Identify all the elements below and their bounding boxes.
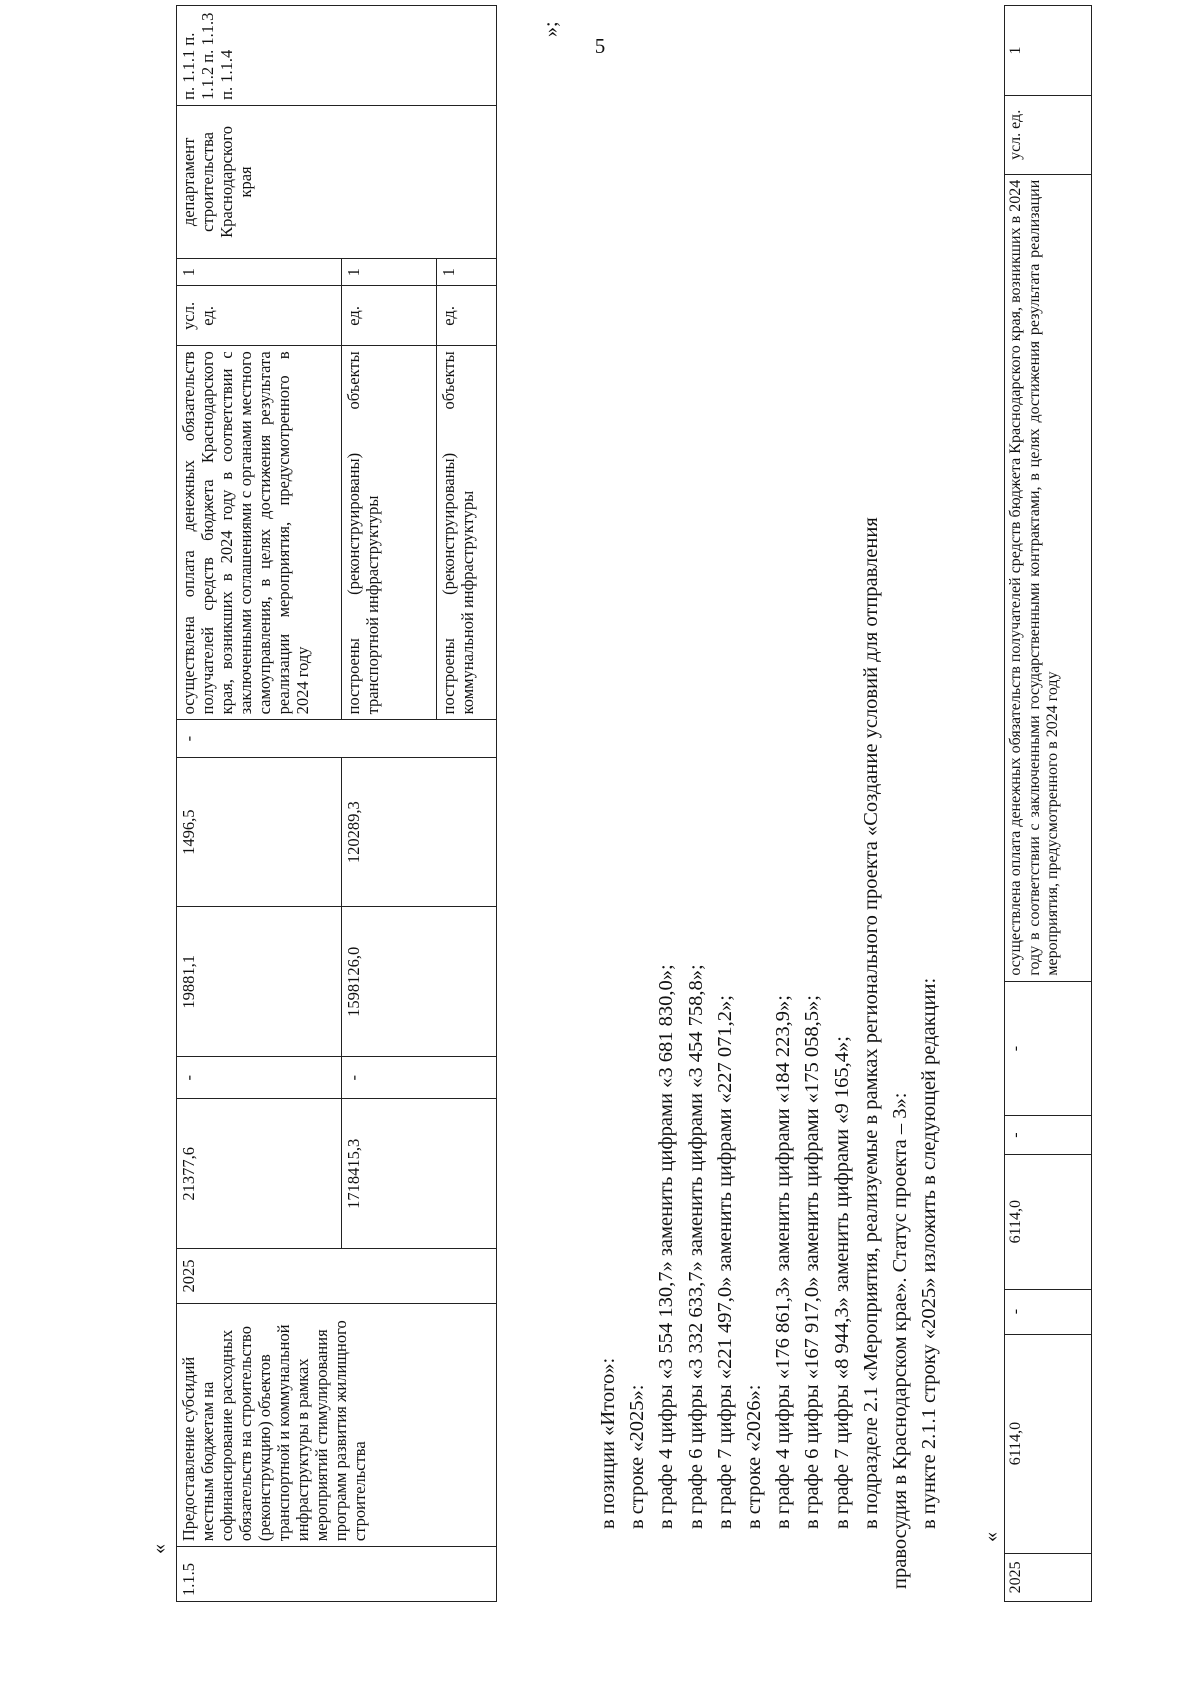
- line-9: в графе 7 цифры «8 944,3» заменить цифрами «9 165,4»;: [830, 1036, 853, 1529]
- quote-open-1: «: [148, 1544, 170, 1554]
- measure-year: 2025: [177, 1249, 497, 1304]
- line-3: в графе 4 цифры «3 554 130,7» заменить цифрами «3 681 830,0»;: [655, 964, 678, 1529]
- t2-unit: усл. ед.: [1005, 96, 1092, 175]
- total-col5: -: [177, 1057, 342, 1099]
- unit-communal: ед.: [437, 286, 497, 346]
- result-main: осуществлена оплата денежных обязательств получателей средств бюджета Краснодарского края, возникших в 2024 году в соответствии с заключенными соглашениями с органами местного самоуправления, в целях достижения результата реализации мероприятия, предусмотренного в 2024 году: [177, 346, 342, 720]
- executor: департамент строительства Краснодарского края: [177, 105, 497, 258]
- line-12: в пункте 2.1.1 строку «2025» изложить в следующей редакции:: [918, 977, 941, 1529]
- amendment-text: [594, 29, 944, 1589]
- unit-main: усл. ед.: [177, 286, 342, 346]
- page-number: 5: [594, 34, 606, 58]
- line-6: в строке «2026»:: [743, 1384, 766, 1529]
- result-transport: построены (реконструированы) объекты транспортной инфраструктуры: [342, 346, 437, 720]
- measure-name: Предоставление субсидий местным бюджетам на софинансирование расходных обязательств на строительство (реконструкцию) объектов транспортной и коммунальной инфраструктуры в рамках мероприятий стимулирования программ развития жилищного строительства: [177, 1303, 497, 1546]
- measure-code: 1.1.5: [177, 1547, 497, 1602]
- line-1: в позиции «Итого»:: [597, 1357, 619, 1529]
- t2-col6: 6114,0: [1005, 1154, 1092, 1289]
- total-col7: 1496,5: [177, 757, 342, 907]
- quote-close-1: »;: [540, 21, 562, 37]
- line-2: в строке «2025»:: [626, 1384, 649, 1529]
- sub-col6: 1598126,0: [342, 907, 497, 1057]
- line-4: в графе 6 цифры «3 332 633,7» заменить цифрами «3 454 758,8»;: [684, 964, 707, 1529]
- sub-col4: 1718415,3: [342, 1099, 497, 1249]
- t2-col4: 6114,0: [1005, 1334, 1092, 1553]
- t2-value: 1: [1005, 6, 1092, 96]
- line-11: правосудия в Краснодарском крае». Статус проекта – 3»:: [889, 1092, 912, 1589]
- t2-result: осуществлена оплата денежных обязательств получателей средств бюджета Краснодарского края, возникших в 2024 году в соответствии с заключенными государственными контрактами, в целях достижения результата реализации мероприятия, предусмотренного в 2024 году: [1005, 174, 1092, 981]
- total-col4: 21377,6: [177, 1099, 342, 1249]
- value-communal: 1: [437, 259, 497, 286]
- measures-table: [176, 5, 497, 1602]
- result-communal: построены (реконструированы) объекты коммунальной инфраструктуры: [437, 346, 497, 720]
- t2-col7: -: [1005, 1116, 1092, 1154]
- measure-2-1-1-table: [1004, 5, 1092, 1602]
- references: п. 1.1.1 п. 1.1.2 п. 1.1.3 п. 1.1.4: [177, 6, 497, 106]
- sub-col7: 120289,3: [342, 757, 497, 907]
- quote-open-2: «: [980, 1532, 1002, 1542]
- t2-year: 2025: [1005, 1553, 1092, 1601]
- t2-col5: -: [1005, 1289, 1092, 1334]
- t2-col8: -: [1005, 981, 1092, 1116]
- line-10: в подразделе 2.1 «Мероприятия, реализуемые в рамках регионального проекта «Создание условий для отправления: [859, 517, 882, 1529]
- sub-col5: -: [342, 1057, 497, 1099]
- line-5: в графе 7 цифры «221 497,0» заменить цифрами «227 071,2»;: [713, 995, 736, 1529]
- total-col6: 19881,1: [177, 907, 342, 1057]
- value-main: 1: [177, 259, 342, 286]
- value-transport: 1: [342, 259, 437, 286]
- unit-transport: ед.: [342, 286, 437, 346]
- line-7: в графе 4 цифры «176 861,3» заменить цифрами «184 223,9»;: [772, 995, 795, 1529]
- total-col8: -: [177, 720, 497, 757]
- line-8: в графе 6 цифры «167 917,0» заменить цифрами «175 058,5»;: [801, 995, 824, 1529]
